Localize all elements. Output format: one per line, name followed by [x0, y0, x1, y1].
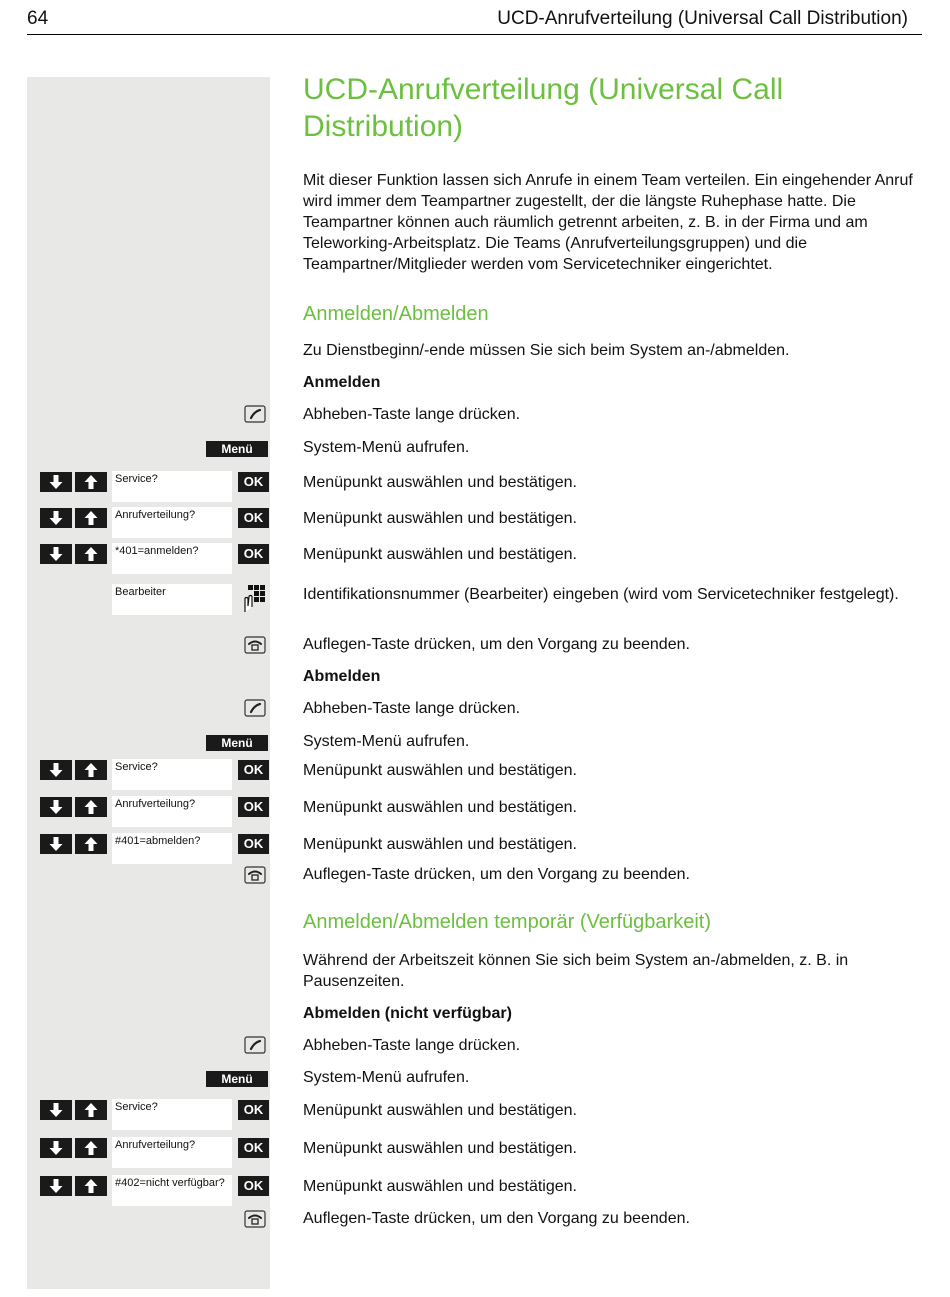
arrow-up-icon [83, 1140, 99, 1156]
ok-key[interactable]: OK [238, 1176, 269, 1196]
arrow-up-icon [83, 1102, 99, 1118]
step-text: Menüpunkt auswählen und bestätigen. [303, 546, 577, 563]
ok-key[interactable]: OK [238, 834, 269, 854]
arrow-down-button[interactable] [40, 472, 72, 492]
menu-key[interactable]: Menü [206, 735, 268, 751]
arrow-up-button[interactable] [75, 1138, 107, 1158]
display-text: #401=abmelden? [112, 833, 232, 864]
handset-onhook-icon [244, 636, 266, 654]
display-text: Anrufverteilung? [112, 1137, 232, 1168]
display-text: #402=nicht verfügbar? [112, 1175, 232, 1206]
handset-onhook-icon [244, 866, 266, 884]
arrow-down-icon [48, 474, 64, 490]
step-text: Menüpunkt auswählen und bestätigen. [303, 474, 577, 491]
ok-key[interactable]: OK [238, 760, 269, 780]
section-intro: Zu Dienstbeginn/-ende müssen Sie sich beim System an-/abmelden. [303, 342, 790, 359]
section-intro: Während der Arbeitszeit können Sie sich beim System an-/abmelden, z. B. in Pausenzeiten. [303, 952, 849, 990]
handset-offhook-icon [244, 1036, 266, 1054]
page-number: 64 [27, 8, 49, 29]
display-text: Service? [112, 471, 232, 502]
arrow-up-button[interactable] [75, 834, 107, 854]
running-title: UCD-Anrufverteilung (Universal Call Distribution) [497, 8, 908, 29]
arrow-down-button[interactable] [40, 1176, 72, 1196]
arrow-up-button[interactable] [75, 797, 107, 817]
arrow-down-button[interactable] [40, 1100, 72, 1120]
section-heading-temporary: Anmelden/Abmelden temporär (Verfügbarkeit) [303, 911, 711, 933]
step-group-label: Anmelden [303, 374, 381, 391]
arrow-up-button[interactable] [75, 472, 107, 492]
arrow-down-icon [48, 762, 64, 778]
display-text: Bearbeiter [112, 584, 232, 615]
arrow-down-button[interactable] [40, 760, 72, 780]
step-group-label: Abmelden [303, 668, 381, 685]
arrow-up-icon [83, 836, 99, 852]
step-text: Menüpunkt auswählen und bestätigen. [303, 510, 577, 527]
step-text: Menüpunkt auswählen und bestätigen. [303, 836, 577, 853]
display-text: Anrufverteilung? [112, 507, 232, 538]
arrow-down-icon [48, 799, 64, 815]
intro-paragraph: Mit dieser Funktion lassen sich Anrufe in einem Team verteilen. Ein eingehender Anruf wird immer dem Teampartner zugestellt, der die längste Ruhephase hatte. Die Teampartner können auch räumlich getrennt arbeiten, z. B. in der Firma und am Teleworking-Arbeitsplatz. Die Teams (Anrufverteilungsgruppen) und die Teampartner/Mitglieder werden vom Servicetechniker eingerichtet. [303, 172, 913, 273]
page-title: UCD-Anrufverteilung (Universal Call Distribution) [303, 73, 784, 143]
arrow-up-icon [83, 762, 99, 778]
step-text: Menüpunkt auswählen und bestätigen. [303, 1102, 577, 1119]
arrow-down-button[interactable] [40, 797, 72, 817]
keypad-icon [242, 585, 268, 613]
arrow-down-icon [48, 1102, 64, 1118]
arrow-down-button[interactable] [40, 508, 72, 528]
menu-key[interactable]: Menü [206, 441, 268, 457]
step-text: Menüpunkt auswählen und bestätigen. [303, 1178, 577, 1195]
arrow-up-icon [83, 474, 99, 490]
ok-key[interactable]: OK [238, 1138, 269, 1158]
arrow-down-icon [48, 1140, 64, 1156]
step-text: Menüpunkt auswählen und bestätigen. [303, 799, 577, 816]
arrow-up-icon [83, 1178, 99, 1194]
arrow-up-button[interactable] [75, 544, 107, 564]
step-text: System-Menü aufrufen. [303, 1069, 470, 1086]
page-header [27, 8, 922, 35]
step-group-label: Abmelden (nicht verfügbar) [303, 1005, 512, 1022]
ok-key[interactable]: OK [238, 1100, 269, 1120]
arrow-up-button[interactable] [75, 508, 107, 528]
display-text: Service? [112, 1099, 232, 1130]
step-text: Abheben-Taste lange drücken. [303, 1037, 521, 1054]
arrow-down-icon [48, 836, 64, 852]
step-text: Auflegen-Taste drücken, um den Vorgang zu beenden. [303, 636, 690, 653]
step-text: Abheben-Taste lange drücken. [303, 406, 521, 423]
arrow-up-icon [83, 546, 99, 562]
arrow-up-button[interactable] [75, 760, 107, 780]
arrow-down-button[interactable] [40, 1138, 72, 1158]
display-text: Anrufverteilung? [112, 796, 232, 827]
handset-onhook-icon [244, 1210, 266, 1228]
handset-offhook-icon [244, 405, 266, 423]
arrow-down-icon [48, 546, 64, 562]
menu-key[interactable]: Menü [206, 1071, 268, 1087]
arrow-up-icon [83, 510, 99, 526]
step-text: System-Menü aufrufen. [303, 439, 470, 456]
section-heading-login-logout: Anmelden/Abmelden [303, 303, 489, 325]
step-text: Auflegen-Taste drücken, um den Vorgang zu beenden. [303, 866, 690, 883]
arrow-down-button[interactable] [40, 544, 72, 564]
arrow-up-button[interactable] [75, 1100, 107, 1120]
arrow-down-icon [48, 510, 64, 526]
display-text: Service? [112, 759, 232, 790]
step-text: Abheben-Taste lange drücken. [303, 700, 521, 717]
step-text: Menüpunkt auswählen und bestätigen. [303, 1140, 577, 1157]
arrow-up-button[interactable] [75, 1176, 107, 1196]
display-text: *401=anmelden? [112, 543, 232, 574]
step-text: Auflegen-Taste drücken, um den Vorgang zu beenden. [303, 1210, 690, 1227]
step-text: Identifikationsnummer (Bearbeiter) eingeben (wird vom Servicetechniker festgelegt). [303, 586, 899, 603]
step-text: Menüpunkt auswählen und bestätigen. [303, 762, 577, 779]
arrow-up-icon [83, 799, 99, 815]
arrow-down-button[interactable] [40, 834, 72, 854]
ok-key[interactable]: OK [238, 508, 269, 528]
ok-key[interactable]: OK [238, 797, 269, 817]
step-text: System-Menü aufrufen. [303, 733, 470, 750]
ok-key[interactable]: OK [238, 472, 269, 492]
arrow-down-icon [48, 1178, 64, 1194]
handset-offhook-icon [244, 699, 266, 717]
ok-key[interactable]: OK [238, 544, 269, 564]
